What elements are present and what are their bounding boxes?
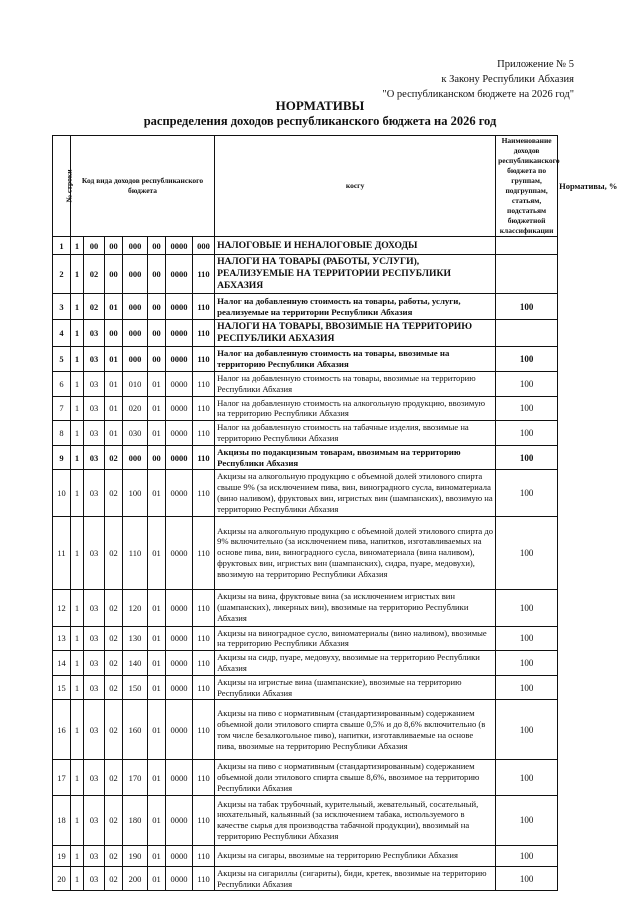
code-part: 01	[148, 845, 166, 866]
code-part: 03	[84, 700, 105, 760]
kosgu-cell: 110	[193, 294, 215, 320]
document-title: НОРМАТИВЫ	[275, 98, 365, 113]
code-part: 1	[71, 700, 84, 760]
code-part: 1	[71, 347, 84, 372]
row-number: 13	[53, 626, 71, 651]
code-part: 030	[123, 421, 148, 446]
annex-law-title: "О республиканском бюджете на 2026 год"	[382, 89, 574, 100]
row-number: 12	[53, 589, 71, 626]
code-part: 02	[105, 866, 123, 891]
code-part: 180	[123, 795, 148, 845]
code-part: 1	[71, 675, 84, 700]
code-part: 03	[84, 675, 105, 700]
code-part: 1	[71, 372, 84, 397]
code-part: 0000	[166, 372, 193, 397]
code-part: 130	[123, 626, 148, 651]
code-part: 0000	[166, 516, 193, 589]
header-code: Код вида доходов республиканского бюджета	[71, 136, 215, 237]
code-part: 01	[148, 396, 166, 421]
code-part: 0000	[166, 760, 193, 795]
income-name: НАЛОГИ НА ТОВАРЫ, ВВОЗИМЫЕ НА ТЕРРИТОРИЮ РЕСПУБЛИКИ АБХАЗИЯ	[215, 320, 496, 347]
kosgu-cell: 110	[193, 626, 215, 651]
code-part: 00	[148, 255, 166, 294]
table-row	[53, 675, 558, 700]
row-number: 8	[53, 421, 71, 446]
code-part: 00	[148, 347, 166, 372]
code-part: 160	[123, 700, 148, 760]
code-part: 1	[71, 294, 84, 320]
header-kosgu: косгу	[215, 136, 496, 237]
code-part: 010	[123, 372, 148, 397]
kosgu-cell: 110	[193, 760, 215, 795]
row-number: 19	[53, 845, 71, 866]
table-row	[53, 866, 558, 891]
annex-reference	[382, 57, 574, 102]
kosgu-cell: 110	[193, 845, 215, 866]
code-part: 1	[71, 470, 84, 516]
code-part: 0000	[166, 675, 193, 700]
table-row	[53, 626, 558, 651]
code-part: 000	[123, 237, 148, 255]
code-part: 02	[105, 651, 123, 676]
kosgu-cell: 110	[193, 396, 215, 421]
norm-value: 100	[496, 445, 558, 470]
income-name: Акцизы на сидр, пуаре, медовуху, ввозимые на территорию Республики Абхазия	[215, 651, 496, 676]
code-part: 000	[123, 255, 148, 294]
kosgu-cell: 110	[193, 700, 215, 760]
income-name: Акцизы на вина, фруктовые вина (за исключением игристых вин (шампанских), ликерных вин), ввозимые на территорию Республики Абхазия	[215, 589, 496, 626]
code-part: 02	[105, 470, 123, 516]
code-part: 00	[148, 445, 166, 470]
code-part: 03	[84, 845, 105, 866]
code-part: 000	[123, 445, 148, 470]
norm-value	[496, 255, 558, 294]
code-part: 03	[84, 320, 105, 347]
code-part: 0000	[166, 320, 193, 347]
code-part: 0000	[166, 421, 193, 446]
norms-table	[52, 135, 618, 891]
code-part: 020	[123, 396, 148, 421]
code-part: 01	[148, 651, 166, 676]
row-number: 16	[53, 700, 71, 760]
code-part: 00	[148, 320, 166, 347]
row-number: 9	[53, 445, 71, 470]
code-part: 190	[123, 845, 148, 866]
kosgu-cell: 110	[193, 255, 215, 294]
code-part: 1	[71, 255, 84, 294]
norm-value: 100	[496, 470, 558, 516]
row-number: 6	[53, 372, 71, 397]
code-part: 1	[71, 320, 84, 347]
code-part: 00	[105, 255, 123, 294]
kosgu-cell: 110	[193, 372, 215, 397]
table-row	[53, 320, 558, 347]
income-name: НАЛОГИ НА ТОВАРЫ (РАБОТЫ, УСЛУГИ), РЕАЛИЗУЕМЫЕ НА ТЕРРИТОРИИ РЕСПУБЛИКИ АБХАЗИЯ	[215, 255, 496, 294]
table-row	[53, 589, 558, 626]
kosgu-cell: 110	[193, 347, 215, 372]
norm-value: 100	[496, 795, 558, 845]
code-part: 00	[84, 237, 105, 255]
code-part: 01	[148, 700, 166, 760]
code-part: 00	[148, 237, 166, 255]
header-name: Наименование доходов республиканского бюджета по группам, подгруппам, статьям, подстатьям бюджетной классификации	[496, 136, 558, 237]
income-name: Акцизы по подакцизным товарам, ввозимым на территорию Республики Абхазия	[215, 445, 496, 470]
norm-value: 100	[496, 651, 558, 676]
income-name: Налог на добавленную стоимость на товары, ввозимые на территорию Республики Абхазия	[215, 372, 496, 397]
table-header-row	[53, 136, 558, 237]
code-part: 03	[84, 626, 105, 651]
code-part: 0000	[166, 445, 193, 470]
code-part: 03	[84, 516, 105, 589]
table-row	[53, 760, 558, 795]
norm-value: 100	[496, 866, 558, 891]
table-row	[53, 700, 558, 760]
table-row	[53, 845, 558, 866]
norm-value: 100	[496, 396, 558, 421]
row-number: 2	[53, 255, 71, 294]
code-part: 01	[148, 795, 166, 845]
income-name: Акцизы на сигары, ввозимые на территорию Республики Абхазия	[215, 845, 496, 866]
row-number: 1	[53, 237, 71, 255]
code-part: 02	[105, 626, 123, 651]
code-part: 01	[148, 470, 166, 516]
code-part: 0000	[166, 470, 193, 516]
code-part: 0000	[166, 347, 193, 372]
code-part: 03	[84, 866, 105, 891]
code-part: 1	[71, 651, 84, 676]
code-part: 0000	[166, 845, 193, 866]
income-name: Налог на добавленную стоимость на товары, ввозимые на территорию Республики Абхазия	[215, 347, 496, 372]
kosgu-cell: 110	[193, 795, 215, 845]
code-part: 02	[105, 589, 123, 626]
code-part: 100	[123, 470, 148, 516]
table-row	[53, 255, 558, 294]
code-part: 000	[123, 320, 148, 347]
kosgu-cell: 110	[193, 589, 215, 626]
income-name: Акцизы на пиво с нормативным (стандартизированным) содержанием объемной доли этилового спирта свыше 0,5% и до 8,6% включительно (в том числе безалкогольное пиво), напитки, изготавливаемые на основе пива, ввозимые на территорию Республики Абхазия	[215, 700, 496, 760]
code-part: 000	[123, 294, 148, 320]
header-row-number: № строки	[53, 136, 71, 237]
code-part: 0000	[166, 589, 193, 626]
code-part: 200	[123, 866, 148, 891]
code-part: 01	[105, 421, 123, 446]
table-row	[53, 421, 558, 446]
kosgu-cell: 110	[193, 516, 215, 589]
norm-value: 100	[496, 700, 558, 760]
norm-value: 100	[496, 347, 558, 372]
code-part: 01	[148, 866, 166, 891]
table-row	[53, 347, 558, 372]
income-name: Акцизы на сигариллы (сигариты), биди, кретек, ввозимые на территорию Республики Абхазия	[215, 866, 496, 891]
code-part: 0000	[166, 294, 193, 320]
code-part: 00	[148, 294, 166, 320]
table-row	[53, 651, 558, 676]
code-part: 02	[105, 516, 123, 589]
code-part: 03	[84, 795, 105, 845]
code-part: 01	[148, 421, 166, 446]
code-part: 01	[148, 589, 166, 626]
annex-number: Приложение № 5	[497, 59, 574, 70]
income-name: Налог на добавленную стоимость на товары, работы, услуги, реализуемые на территории Республики Абхазия	[215, 294, 496, 320]
code-part: 0000	[166, 795, 193, 845]
code-part: 0000	[166, 237, 193, 255]
code-part: 03	[84, 347, 105, 372]
code-part: 01	[105, 347, 123, 372]
code-part: 0000	[166, 396, 193, 421]
code-part: 03	[84, 760, 105, 795]
table-row	[53, 470, 558, 516]
kosgu-cell: 000	[193, 237, 215, 255]
kosgu-cell: 110	[193, 320, 215, 347]
code-part: 03	[84, 651, 105, 676]
row-number: 4	[53, 320, 71, 347]
code-part: 1	[71, 421, 84, 446]
code-part: 0000	[166, 866, 193, 891]
code-part: 02	[105, 845, 123, 866]
row-number: 20	[53, 866, 71, 891]
code-part: 02	[84, 294, 105, 320]
kosgu-cell: 110	[193, 651, 215, 676]
table-row	[53, 372, 558, 397]
row-number: 3	[53, 294, 71, 320]
kosgu-cell: 110	[193, 421, 215, 446]
code-part: 150	[123, 675, 148, 700]
income-name: Налог на добавленную стоимость на алкогольную продукцию, ввозимую на территорию Республики Абхазия	[215, 396, 496, 421]
norm-value: 100	[496, 760, 558, 795]
income-name: НАЛОГОВЫЕ И НЕНАЛОГОВЫЕ ДОХОДЫ	[215, 237, 496, 255]
code-part: 1	[71, 516, 84, 589]
code-part: 00	[105, 237, 123, 255]
norm-value	[496, 320, 558, 347]
code-part: 1	[71, 760, 84, 795]
code-part: 01	[105, 372, 123, 397]
kosgu-cell: 110	[193, 866, 215, 891]
norm-value: 100	[496, 516, 558, 589]
table-row	[53, 516, 558, 589]
code-part: 02	[105, 675, 123, 700]
code-part: 02	[105, 445, 123, 470]
income-name: Налог на добавленную стоимость на табачные изделия, ввозимые на территорию Республики Абхазия	[215, 421, 496, 446]
income-name: Акцизы на алкогольную продукцию с объемной долей этилового спирта до 9% включительно (за исключением пива, напитков, изготавливаемых на основе пива, вин, виноградного сусла, виноматериала (вина наливом), фруктовых вин, игристых вин (шампанских), сидра, пуаре, медовухи), ввозимую на территорию Республики Абхазия	[215, 516, 496, 589]
row-number: 5	[53, 347, 71, 372]
row-number: 11	[53, 516, 71, 589]
code-part: 140	[123, 651, 148, 676]
table-row	[53, 237, 558, 255]
annex-law: к Закону Республики Абхазия	[441, 74, 574, 85]
row-number: 14	[53, 651, 71, 676]
income-name: Акцизы на игристые вина (шампанские), ввозимые на территорию Республики Абхазия	[215, 675, 496, 700]
table-row	[53, 396, 558, 421]
code-part: 02	[84, 255, 105, 294]
table-row	[53, 294, 558, 320]
code-part: 110	[123, 516, 148, 589]
code-part: 03	[84, 372, 105, 397]
norm-value: 100	[496, 589, 558, 626]
code-part: 1	[71, 866, 84, 891]
document-subtitle: распределения доходов республиканского бюджета на 2026 год	[143, 114, 497, 128]
code-part: 0000	[166, 700, 193, 760]
code-part: 03	[84, 589, 105, 626]
kosgu-cell: 110	[193, 445, 215, 470]
code-part: 1	[71, 237, 84, 255]
code-part: 02	[105, 795, 123, 845]
code-part: 0000	[166, 255, 193, 294]
kosgu-cell: 110	[193, 470, 215, 516]
code-part: 01	[105, 294, 123, 320]
code-part: 120	[123, 589, 148, 626]
code-part: 00	[105, 320, 123, 347]
code-part: 1	[71, 845, 84, 866]
code-part: 01	[148, 760, 166, 795]
code-part: 02	[105, 760, 123, 795]
income-name: Акцизы на виноградное сусло, виноматериалы (вино наливом), ввозимые на территорию Республики Абхазия	[215, 626, 496, 651]
code-part: 1	[71, 396, 84, 421]
code-part: 03	[84, 445, 105, 470]
code-part: 01	[148, 516, 166, 589]
code-part: 03	[84, 470, 105, 516]
table-row	[53, 445, 558, 470]
code-part: 03	[84, 421, 105, 446]
code-part: 170	[123, 760, 148, 795]
income-name: Акцизы на пиво с нормативным (стандартизированным) содержанием объемной доли этилового спирта свыше 8,6%, ввозимое на территорию Республики Абхазия	[215, 760, 496, 795]
code-part: 1	[71, 795, 84, 845]
norm-value: 100	[496, 626, 558, 651]
code-part: 01	[105, 396, 123, 421]
header-norm-label: Нормативы, %	[559, 180, 618, 191]
norm-value	[496, 237, 558, 255]
code-part: 1	[71, 445, 84, 470]
income-name: Акцизы на табак трубочный, курительный, жевательный, сосательный, нюхательный, кальянный (за исключением табака, используемого в качестве сырья для производства табачной продукции), ввозимый на территорию Республики Абхазия	[215, 795, 496, 845]
code-part: 0000	[166, 626, 193, 651]
norm-value: 100	[496, 294, 558, 320]
row-number: 10	[53, 470, 71, 516]
norm-value: 100	[496, 845, 558, 866]
kosgu-cell: 110	[193, 675, 215, 700]
norm-value: 100	[496, 421, 558, 446]
code-part: 01	[148, 626, 166, 651]
code-part: 01	[148, 372, 166, 397]
row-number: 15	[53, 675, 71, 700]
code-part: 000	[123, 347, 148, 372]
code-part: 02	[105, 700, 123, 760]
row-number: 7	[53, 396, 71, 421]
norm-value: 100	[496, 675, 558, 700]
code-part: 1	[71, 626, 84, 651]
code-part: 1	[71, 589, 84, 626]
row-number: 17	[53, 760, 71, 795]
row-number: 18	[53, 795, 71, 845]
table-row	[53, 795, 558, 845]
income-name: Акцизы на алкогольную продукцию с объемной долей этилового спирта свыше 9% (за исключением пива, вин, виноградного сусла, виноматериала (вино наливом), фруктовых вин, игристых вин (шампанских), ввозимую на территорию Республики Абхазия	[215, 470, 496, 516]
code-part: 0000	[166, 651, 193, 676]
norm-value: 100	[496, 372, 558, 397]
code-part: 03	[84, 396, 105, 421]
code-part: 01	[148, 675, 166, 700]
